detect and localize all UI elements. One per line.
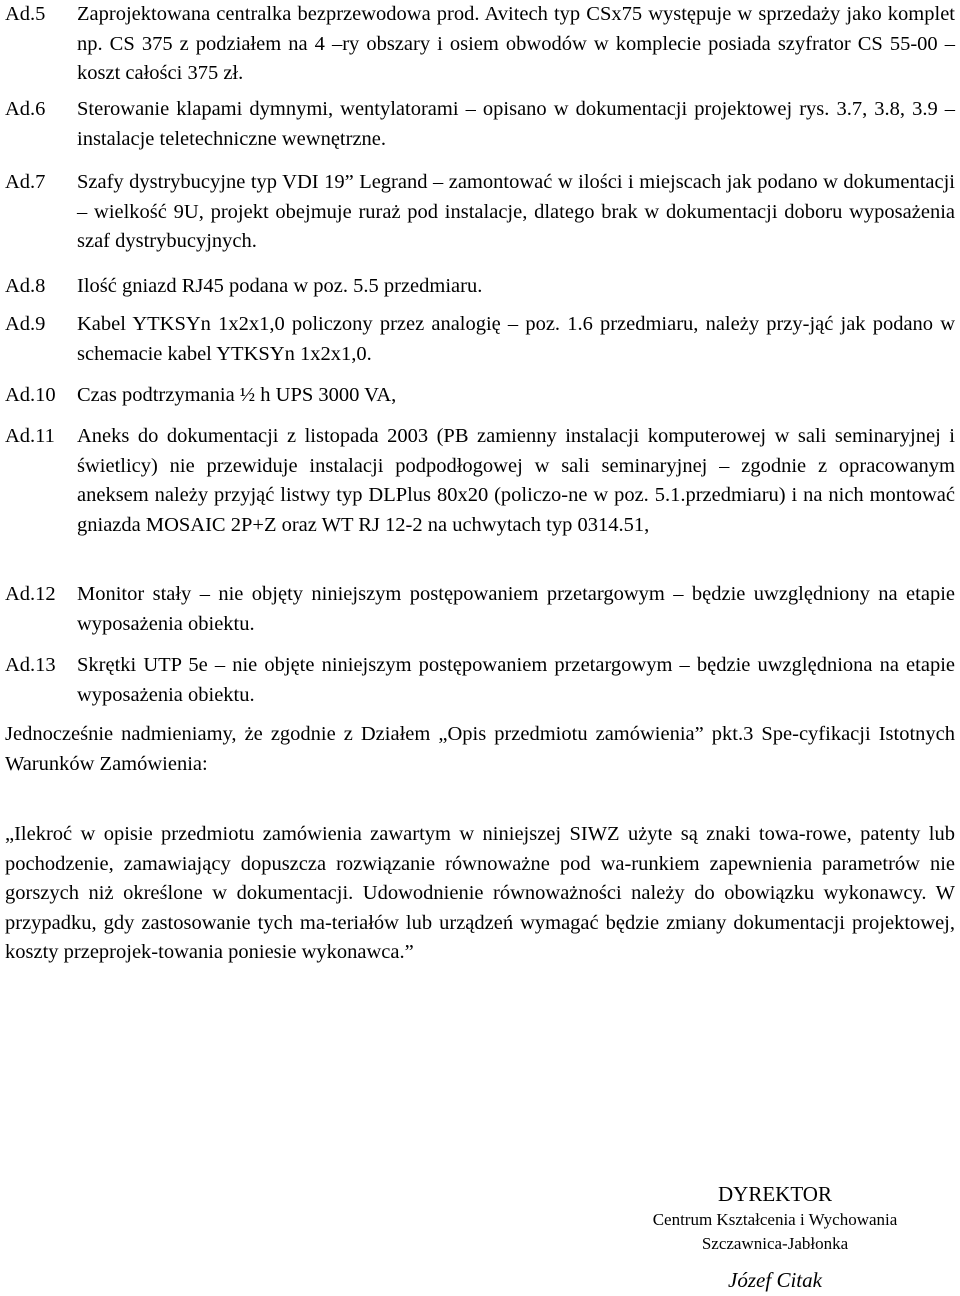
signature-institution: Centrum Kształcenia i Wychowania xyxy=(652,1210,898,1229)
item-label: Ad.9 xyxy=(5,313,46,335)
item-label: Ad.11 xyxy=(5,425,55,447)
item-text: Skrętki UTP 5e – nie objęte niniejszym postępowaniem przetargowym – będzie uwzględniona na etapie wyposażenia obiektu. xyxy=(77,654,955,706)
item-text: Szafy dystrybucyjne typ VDI 19” Legrand – zamontować w ilości i miejscach jak podano w dokumentacji – wielkość 9U, projekt obejmuje ruraż pod instalacje, dlatego brak w dokumentacji doboru wyposażenia szaf dystrybucyjnych. xyxy=(77,171,955,252)
item-text: Aneks do dokumentacji z listopada 2003 (PB zamienny instalacji komputerowej w sali seminaryjnej i świetlicy) nie przewiduje instalacji podpodłogowej w sali seminaryjnej – zgodnie z opracowanym aneksem należy przyjąć listwy typ DLPlus 80x20 (policzo-ne w poz. 5.1.przedmiaru) i na nich montować gniazda MOSAIC 2P+Z oraz WT RJ 12-2 na uchwytach typ 0314.51, xyxy=(77,425,955,536)
item-ad13 xyxy=(5,651,955,710)
item-text: Monitor stały – nie objęty niniejszym postępowaniem przetargowym – będzie uwzględniony na etapie wyposażenia obiektu. xyxy=(77,583,955,635)
item-ad12 xyxy=(5,580,955,639)
item-label: Ad.10 xyxy=(5,384,56,406)
item-ad8 xyxy=(5,272,955,302)
item-label: Ad.12 xyxy=(5,583,56,605)
item-ad7 xyxy=(5,168,955,257)
item-text: Kabel YTKSYn 1x2x1,0 policzony przez analogię – poz. 1.6 przedmiaru, należy przy-jąć jak podano w schemacie kabel YTKSYn 1x2x1,0. xyxy=(77,313,955,365)
item-label: Ad.5 xyxy=(5,3,46,25)
signature-title: DYREKTOR xyxy=(718,1182,832,1206)
item-text: Czas podtrzymania ½ h UPS 3000 VA, xyxy=(77,384,397,406)
intro-paragraph: Jednocześnie nadmieniamy, że zgodnie z Działem „Opis przedmiotu zamówienia” pkt.3 Spe-cyfikacji Istotnych Warunków Zamówienia: xyxy=(5,723,955,775)
item-label: Ad.6 xyxy=(5,98,46,120)
item-ad5 xyxy=(5,0,955,89)
signature-location: Szczawnica-Jabłonka xyxy=(701,1234,849,1253)
item-text: Sterowanie klapami dymnymi, wentylatorami – opisano w dokumentacji projektowej rys. 3.7, 3.8, 3.9 – instalacje teletechniczne wewnętrzne. xyxy=(77,98,955,150)
item-text: Zaprojektowana centralka bezprzewodowa prod. Avitech typ CSx75 występuje w sprzedaży jako komplet np. CS 375 z podziałem na 4 –ry obszary i osiem obwodów w komplecie posiada szyfrator CS 55-00 – koszt całości 375 zł. xyxy=(77,3,955,84)
item-ad9 xyxy=(5,310,955,369)
item-label: Ad.7 xyxy=(5,171,46,193)
item-ad6 xyxy=(5,95,955,154)
quote-paragraph: „Ilekroć w opisie przedmiotu zamówienia zawartym w niniejszej SIWZ użyte są znaki towa-rowe, patenty lub pochodzenie, zamawiający dopuszcza rozwiązanie równoważne pod wa-runkiem zapewnienia parametrów nie gorszych niż określone w dokumentacji. Udowodnienie równoważności należy do obowiązku wykonawcy. W przypadku, gdy zastosowanie tych ma-teriałów lub urządzeń wymagać będzie zmiany dokumentacji projektowej, koszty przeprojek-towania poniesie wykonawca.” xyxy=(5,823,955,963)
item-ad10 xyxy=(5,381,955,411)
item-label: Ad.8 xyxy=(5,275,46,297)
item-text: Ilość gniazd RJ45 podana w poz. 5.5 przedmiaru. xyxy=(77,275,483,297)
item-ad11 xyxy=(5,422,955,540)
item-label: Ad.13 xyxy=(5,654,56,676)
signature-name: Józef Citak xyxy=(728,1268,822,1292)
